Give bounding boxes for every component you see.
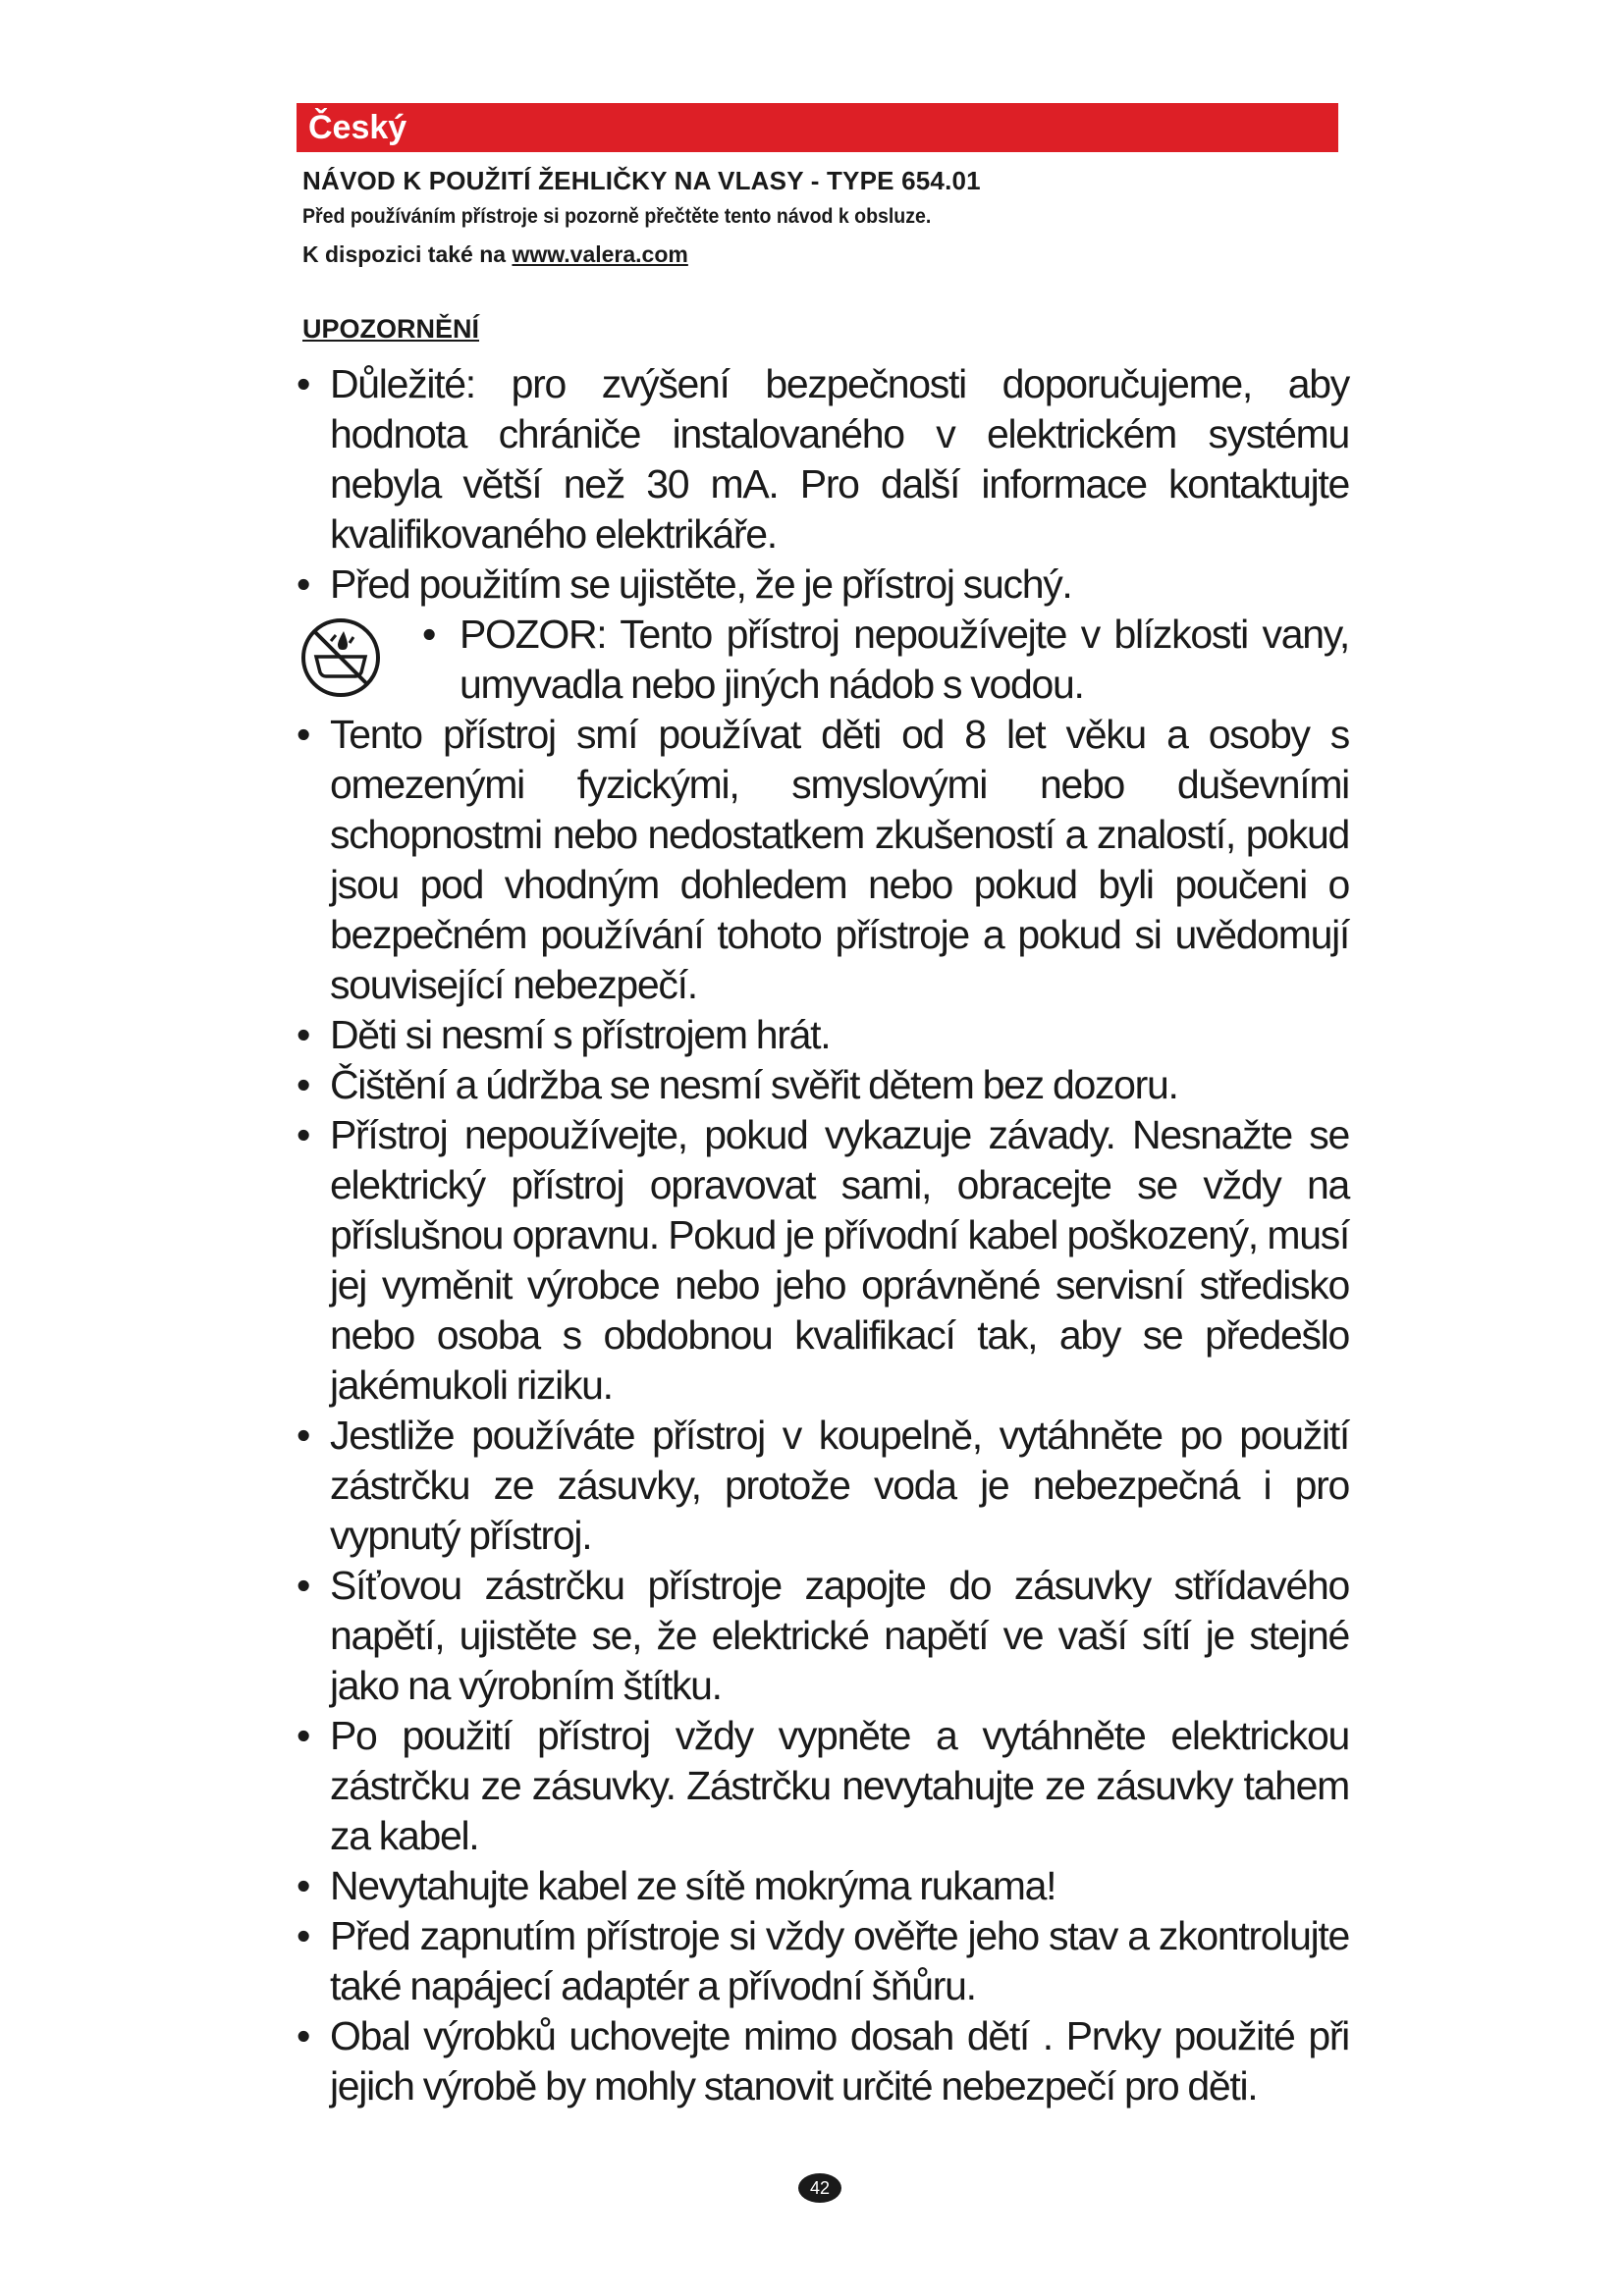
bullet-dot: • (297, 1413, 311, 1458)
list-item (297, 560, 1349, 610)
bullet-dot: • (297, 1563, 311, 1608)
list-item (297, 1010, 1349, 1060)
list-item-text: Obal výrobků uchovejte mimo dosah dětí . Prvky použité při jejich výrobě by mohly stanovit určité nebezpečí pro děti. (330, 2013, 1349, 2109)
list-item-text: Přístroj nepoužívejte, pokud vykazuje závady. Nesnažte se elektrický přístroj opravovat sami, obracejte se vždy na příslušnou opravnu. Pokud je přívodní kabel poškozený, musí jej vyměnit výrobce nebo jeho oprávněné servisní středisko nebo osoba s obdobnou kvalifikací tak, aby se předešlo jakémukoli riziku. (330, 1112, 1349, 1408)
list-item-text: Důležité: pro zvýšení bezpečnosti doporučujeme, aby hodnota chrániče instalovaného v elektrickém systému nebyla větší než 30 mA. Pro další informace kontaktujte kvalifikovaného elektrikáře. (330, 361, 1349, 557)
section-title: UPOZORNĚNÍ (302, 314, 480, 344)
list-item (297, 1711, 1349, 1861)
list-item-text: Jestliže používáte přístroj v koupelně, vytáhněte po použití zástrčku ze zásuvky, protože voda je nebezpečná i pro vypnutý přístroj. (330, 1413, 1349, 1558)
list-item-text: Před zapnutím přístroje si vždy ověřte jeho stav a zkontrolujte také napájecí adaptér a přívodní šňůru. (330, 1913, 1349, 2008)
availability-line (302, 240, 688, 269)
list-item (297, 359, 1349, 560)
bullet-dot: • (297, 2013, 311, 2058)
list-item (297, 710, 1349, 1010)
list-item-warning (297, 610, 1349, 710)
list-item (297, 1110, 1349, 1411)
list-item-text: Tento přístroj smí používat děti od 8 let věku a osoby s omezenými fyzickými, smyslovými nebo duševními schopnostmi nebo nedostatkem zkušeností a znalostí, pokud jsou pod vhodným dohledem nebo pokud byli poučeni o bezpečném používání tohoto přístroje a pokud si uvědomují související nebezpečí. (330, 712, 1349, 1007)
list-item (297, 1411, 1349, 1561)
bullet-dot: • (297, 1062, 311, 1107)
page-number: 42 (798, 2173, 841, 2203)
language-bar (297, 103, 1338, 152)
list-item (297, 1060, 1349, 1110)
list-item (297, 1911, 1349, 2011)
list-item (297, 1561, 1349, 1711)
no-water-bath-icon (298, 615, 383, 700)
list-item-text: Nevytahujte kabel ze sítě mokrýma rukama! (330, 1863, 1056, 1908)
list-item-text: Po použití přístroj vždy vypněte a vytáhněte elektrickou zástrčku ze zásuvky. Zástrčku nevytahujte ze zásuvky tahem za kabel. (330, 1713, 1349, 1858)
bullet-dot: • (297, 1012, 311, 1057)
list-item-text: Čištění a údržba se nesmí svěřit dětem bez dozoru. (330, 1062, 1178, 1107)
bullet-dot: • (297, 1863, 311, 1908)
list-item-text: Síťovou zástrčku přístroje zapojte do zásuvky střídavého napětí, ujistěte se, že elektrické napětí ve vaší sítí je stejné jako na výrobním štítku. (330, 1563, 1349, 1708)
list-item-text: POZOR: Tento přístroj nepoužívejte v blízkosti vany, umyvadla nebo jiných nádob s vodou. (460, 612, 1349, 707)
language-label: Český (308, 109, 407, 146)
bullet-dot: • (297, 1112, 311, 1157)
bullet-dot: • (297, 561, 311, 607)
warning-list (297, 359, 1349, 2111)
list-item-text: Před použitím se ujistěte, že je přístroj suchý. (330, 561, 1072, 607)
availability-prefix: K dispozici také na (302, 241, 513, 267)
list-item-text: Děti si nesmí s přístrojem hrát. (330, 1012, 831, 1057)
manual-subtitle: Před používáním přístroje si pozorně přečtěte tento návod k obsluze. (302, 205, 932, 228)
list-item (297, 1861, 1349, 1911)
manual-title: NÁVOD K POUŽITÍ ŽEHLIČKY NA VLASY - TYPE 654.01 (302, 166, 981, 195)
bullet-dot: • (422, 612, 437, 657)
list-item (297, 2011, 1349, 2111)
bullet-dot: • (297, 1913, 311, 1958)
bullet-dot: • (297, 1713, 311, 1758)
bullet-dot: • (297, 712, 311, 757)
website-link[interactable]: www.valera.com (512, 241, 688, 267)
bullet-dot: • (297, 361, 311, 406)
